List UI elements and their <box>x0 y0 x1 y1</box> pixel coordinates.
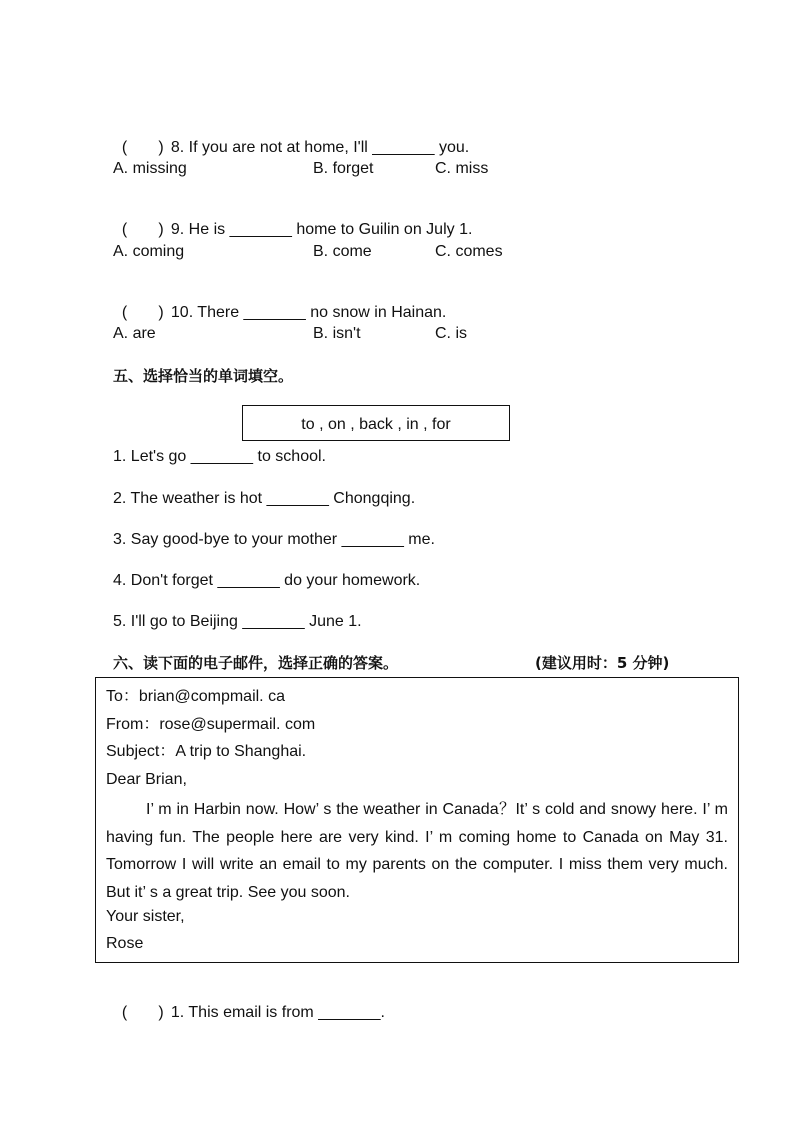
question-stem: 10. There _______ no snow in Hainan. <box>170 304 447 321</box>
fill-item-2[interactable]: 2. The weather is hot _______ Chongqing. <box>113 490 416 507</box>
option-c: C. miss <box>435 160 489 177</box>
fill-item-4[interactable]: 4. Don't forget _______ do your homework. <box>113 572 421 589</box>
section-6-title: 六、读下面的电子邮件，选择正确的答案。 <box>113 654 399 672</box>
section-5-title: 五、选择恰当的单词填空。 <box>113 367 294 385</box>
option-c: C. comes <box>435 243 503 260</box>
answer-paren[interactable]: ( ) <box>121 139 164 156</box>
email-to: To：brian@compmail. ca <box>106 688 285 705</box>
option-c: C. is <box>435 325 467 342</box>
fill-item-5[interactable]: 5. I'll go to Beijing _______ June 1. <box>113 613 362 630</box>
option-b: B. forget <box>313 160 374 177</box>
answer-paren[interactable]: ( ) <box>121 221 164 238</box>
answer-paren[interactable]: ( ) <box>121 304 164 321</box>
word-bank-box: to , on , back , in , for <box>242 405 510 441</box>
answer-paren[interactable]: ( ) <box>121 1004 164 1021</box>
fill-item-1[interactable]: 1. Let's go _______ to school. <box>113 448 326 465</box>
option-a: A. missing <box>113 160 187 177</box>
option-b: B. come <box>313 243 372 260</box>
email-subject: Subject：A trip to Shanghai. <box>106 743 307 760</box>
option-b: B. isn't <box>313 325 361 342</box>
question-8 <box>113 118 469 158</box>
time-suggestion: (建议用时：5 分钟) <box>535 654 670 672</box>
option-a: A. are <box>113 325 156 342</box>
question-stem: 8. If you are not at home, I'll _______ you. <box>170 139 470 156</box>
question-10 <box>113 283 446 323</box>
email-signature: Rose <box>106 935 144 952</box>
email-closing: Your sister, <box>106 908 185 925</box>
email-box <box>95 677 739 963</box>
question-9 <box>113 200 472 240</box>
question-stem: 1. This email is from _______. <box>170 1004 385 1021</box>
fill-item-3[interactable]: 3. Say good-bye to your mother _______ me. <box>113 531 435 548</box>
email-greeting: Dear Brian, <box>106 771 187 788</box>
question-stem: 9. He is _______ home to Guilin on July 1. <box>170 221 473 238</box>
reading-question-1 <box>113 983 385 1023</box>
email-from: From：rose@supermail. com <box>106 716 316 733</box>
email-body: I’ m in Harbin now. How’ s the weather in Canada？It’ s cold and snowy here. I’ m having fun. The people here are very kind. I’ m coming home to Canada on May 31. Tomorrow I will write an email to my parents on the computer. I miss them very much. But it’ s a great trip. See you soon. <box>106 801 728 901</box>
option-a: A. coming <box>113 243 185 260</box>
